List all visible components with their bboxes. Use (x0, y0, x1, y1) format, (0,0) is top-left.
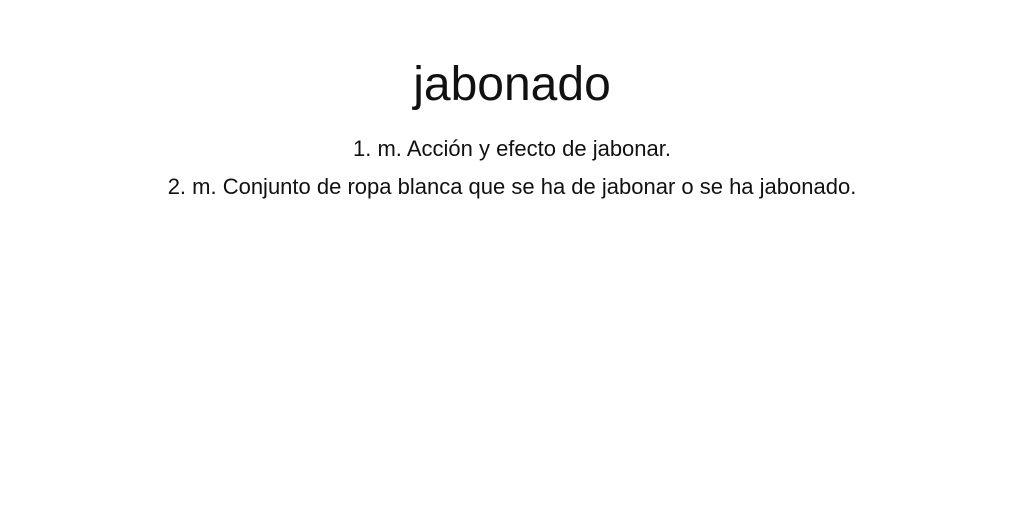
definition-1: 1. m. Acción y efecto de jabonar. (353, 136, 671, 161)
definition-list (0, 130, 1024, 206)
definition-2: 2. m. Conjunto de ropa blanca que se ha de jabonar o se ha jabonado. (167, 174, 857, 199)
entry-headword: jabonado (413, 58, 611, 111)
